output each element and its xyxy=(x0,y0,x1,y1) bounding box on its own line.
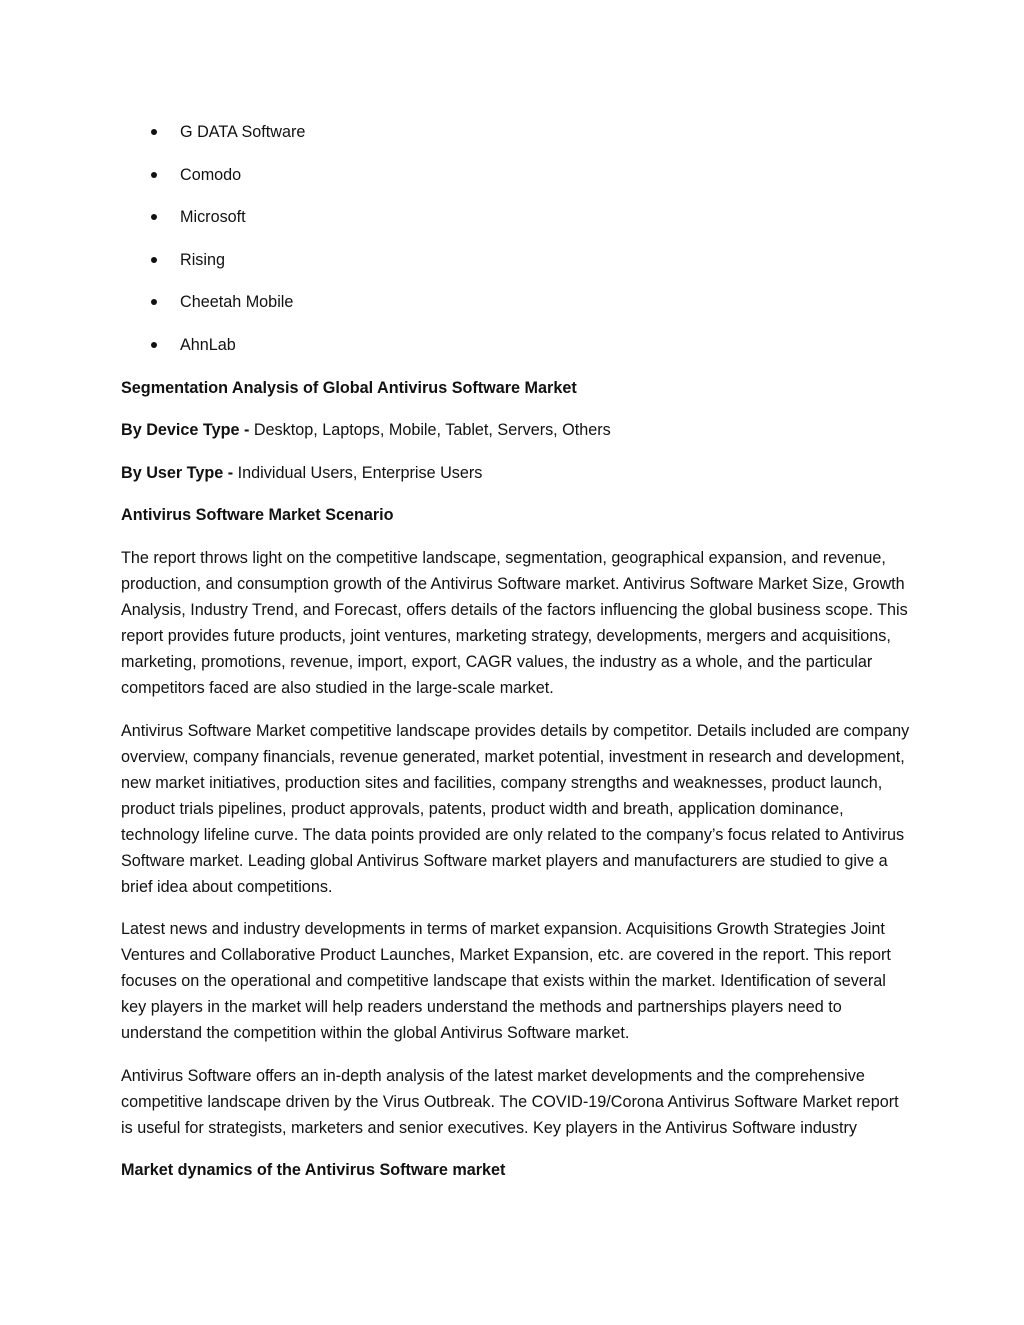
scenario-paragraph-2: Antivirus Software Market competitive landscape provides details by competitor. Details included are company overview, company financials, revenue generated, market potential, investment in research and development, new market initiatives, production sites and facilities, company strengths and weaknesses, product launch, product trials pipelines, product approvals, patents, product width and breath, application dominance, technology lifeline curve. The data points provided are only related to the company’s focus related to Antivirus Software market. Leading global Antivirus Software market players and manufacturers are studied to give a brief idea about competitions. xyxy=(121,721,910,896)
bullet-icon xyxy=(151,214,157,220)
bullet-icon xyxy=(151,299,157,305)
company-name: Microsoft xyxy=(180,208,246,227)
list-item xyxy=(121,204,914,230)
device-type-label: By Device Type - xyxy=(121,421,250,440)
segmentation-heading: Segmentation Analysis of Global Antivirus Software Market xyxy=(121,378,577,397)
list-item xyxy=(121,332,914,358)
bullet-icon xyxy=(151,257,157,263)
company-name: Rising xyxy=(180,250,225,269)
company-name: AhnLab xyxy=(180,335,236,354)
bullet-icon xyxy=(151,129,157,135)
bullet-icon xyxy=(151,342,157,348)
device-type-values: Desktop, Laptops, Mobile, Tablet, Servers, Others xyxy=(249,421,611,440)
dynamics-heading: Market dynamics of the Antivirus Software market xyxy=(121,1161,506,1180)
device-type-line xyxy=(121,417,914,443)
scenario-paragraph-3: Latest news and industry developments in terms of market expansion. Acquisitions Growth Strategies Joint Ventures and Collaborative Product Launches, Market Expansion, etc. are covered in the report. This report focuses on the operational and competitive landscape that exists within the market. Identification of several key players in the market will help readers understand the methods and partnerships players need to understand the competition within the global Antivirus Software market. xyxy=(121,920,891,1043)
user-type-label: By User Type - xyxy=(121,463,234,482)
list-item xyxy=(121,289,914,315)
list-item xyxy=(121,162,914,188)
user-type-line xyxy=(121,460,914,486)
company-name: G DATA Software xyxy=(180,123,306,141)
scenario-paragraph-1: The report throws light on the competitive landscape, segmentation, geographical expansion, and revenue, production, and consumption growth of the Antivirus Software market. Antivirus Software Market Size, Growth Analysis, Industry Trend, and Forecast, offers details of the factors influencing the global business scope. This report provides future products, joint ventures, marketing strategy, developments, mergers and acquisitions, marketing, promotions, revenue, import, export, CAGR values, the industry as a whole, and the particular competitors faced are also studied in the large-scale market. xyxy=(121,548,908,697)
scenario-paragraph-4: Antivirus Software offers an in-depth analysis of the latest market developments and the comprehensive competitive landscape driven by the Virus Outbreak. The COVID-19/Corona Antivirus Software Market report is useful for strategists, marketers and senior executives. Key players in the Antivirus Software industry xyxy=(121,1066,899,1137)
company-name: Comodo xyxy=(180,165,242,184)
scenario-heading: Antivirus Software Market Scenario xyxy=(121,506,394,525)
user-type-values: Individual Users, Enterprise Users xyxy=(233,463,483,482)
company-list xyxy=(121,119,914,358)
list-item xyxy=(121,119,914,145)
list-item xyxy=(121,247,914,273)
bullet-icon xyxy=(151,172,157,178)
company-name: Cheetah Mobile xyxy=(180,293,294,312)
